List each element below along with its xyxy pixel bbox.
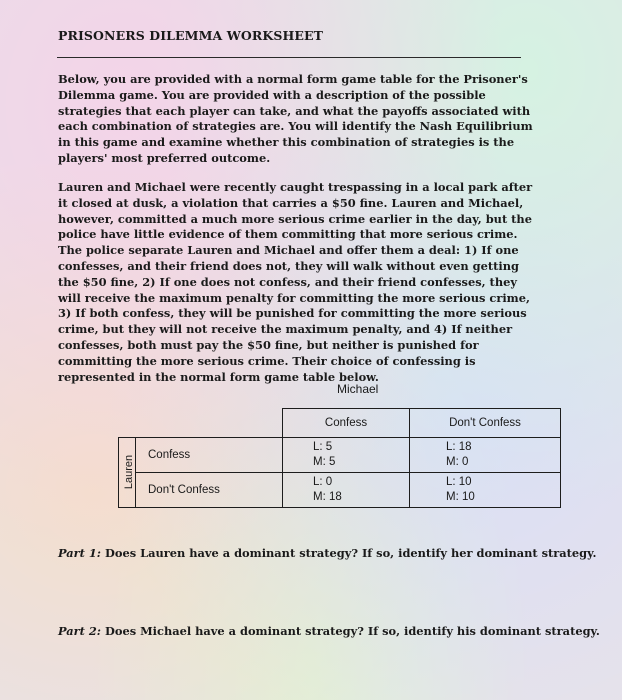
- question-part-1: [58, 546, 596, 560]
- column-player-label: Michael: [337, 382, 379, 396]
- row-player-label: Lauren: [123, 454, 135, 490]
- lauren-payoff: L: 5: [313, 441, 333, 453]
- column-header-dont-confess: Don't Confess: [410, 409, 561, 438]
- table-header-row: [119, 409, 561, 438]
- column-header-confess: Confess: [283, 409, 410, 438]
- worksheet-title: PRISONERS DILEMMA WORKSHEET: [58, 28, 324, 43]
- table-row: [119, 438, 561, 473]
- question-label: Part 2:: [58, 624, 101, 638]
- payoff-table: [118, 408, 561, 508]
- question-text: Does Lauren have a dominant strategy? If so, identify her dominant strategy.: [104, 546, 597, 560]
- question-text: Does Michael have a dominant strategy? If so, identify his dominant strategy.: [104, 624, 600, 638]
- michael-payoff: M: 18: [313, 491, 342, 503]
- row-label-confess: Confess: [136, 438, 283, 473]
- scenario-paragraph: Lauren and Michael were recently caught trespassing in a local park after it closed at dusk, a violation that carries a $50 fine. Lauren and Michael, however, committed a much more serious crime earlier in the day, but the police have little evidence of them committing that more serious crime. The police separate Lauren and Michael and offer them a deal: 1) If one confesses, and their friend does not, they will walk without even getting the $50 fine, 2) If one does not confess, and their friend confesses, they will receive the maximum penalty for committing the more serious crime, 3) If both confess, they will be punished for committing the more serious crime, but they will not receive the maximum penalty, and 4) If neither confesses, both must pay the $50 fine, but neither is punished for committing the more serious crime. Their choice of confessing is represented in the normal form game table below.: [58, 180, 533, 384]
- payoff-cell: [283, 473, 410, 508]
- lauren-payoff: L: 10: [446, 476, 472, 488]
- intro-paragraph: Below, you are provided with a normal form game table for the Prisoner's Dilemma game. You are provided with a description of the possible strategies that each player can take, and what the payoffs associated with each combination of strategies are. You will identify the Nash Equilibrium in this game and examine whether this combination of strategies is the players' most preferred outcome.: [58, 72, 533, 165]
- michael-payoff: M: 0: [446, 456, 469, 468]
- michael-payoff: M: 10: [446, 491, 475, 503]
- row-label-dont-confess: Don't Confess: [136, 473, 283, 508]
- title-divider: [57, 57, 521, 58]
- payoff-cell: [410, 473, 561, 508]
- payoff-cell: [283, 438, 410, 473]
- table-row: [119, 473, 561, 508]
- question-label: Part 1:: [58, 546, 101, 560]
- lauren-payoff: L: 18: [446, 441, 472, 453]
- lauren-payoff: L: 0: [313, 476, 333, 488]
- question-part-2: [58, 624, 600, 638]
- row-player-cell: [119, 438, 136, 508]
- michael-payoff: M: 5: [313, 456, 336, 468]
- payoff-cell: [410, 438, 561, 473]
